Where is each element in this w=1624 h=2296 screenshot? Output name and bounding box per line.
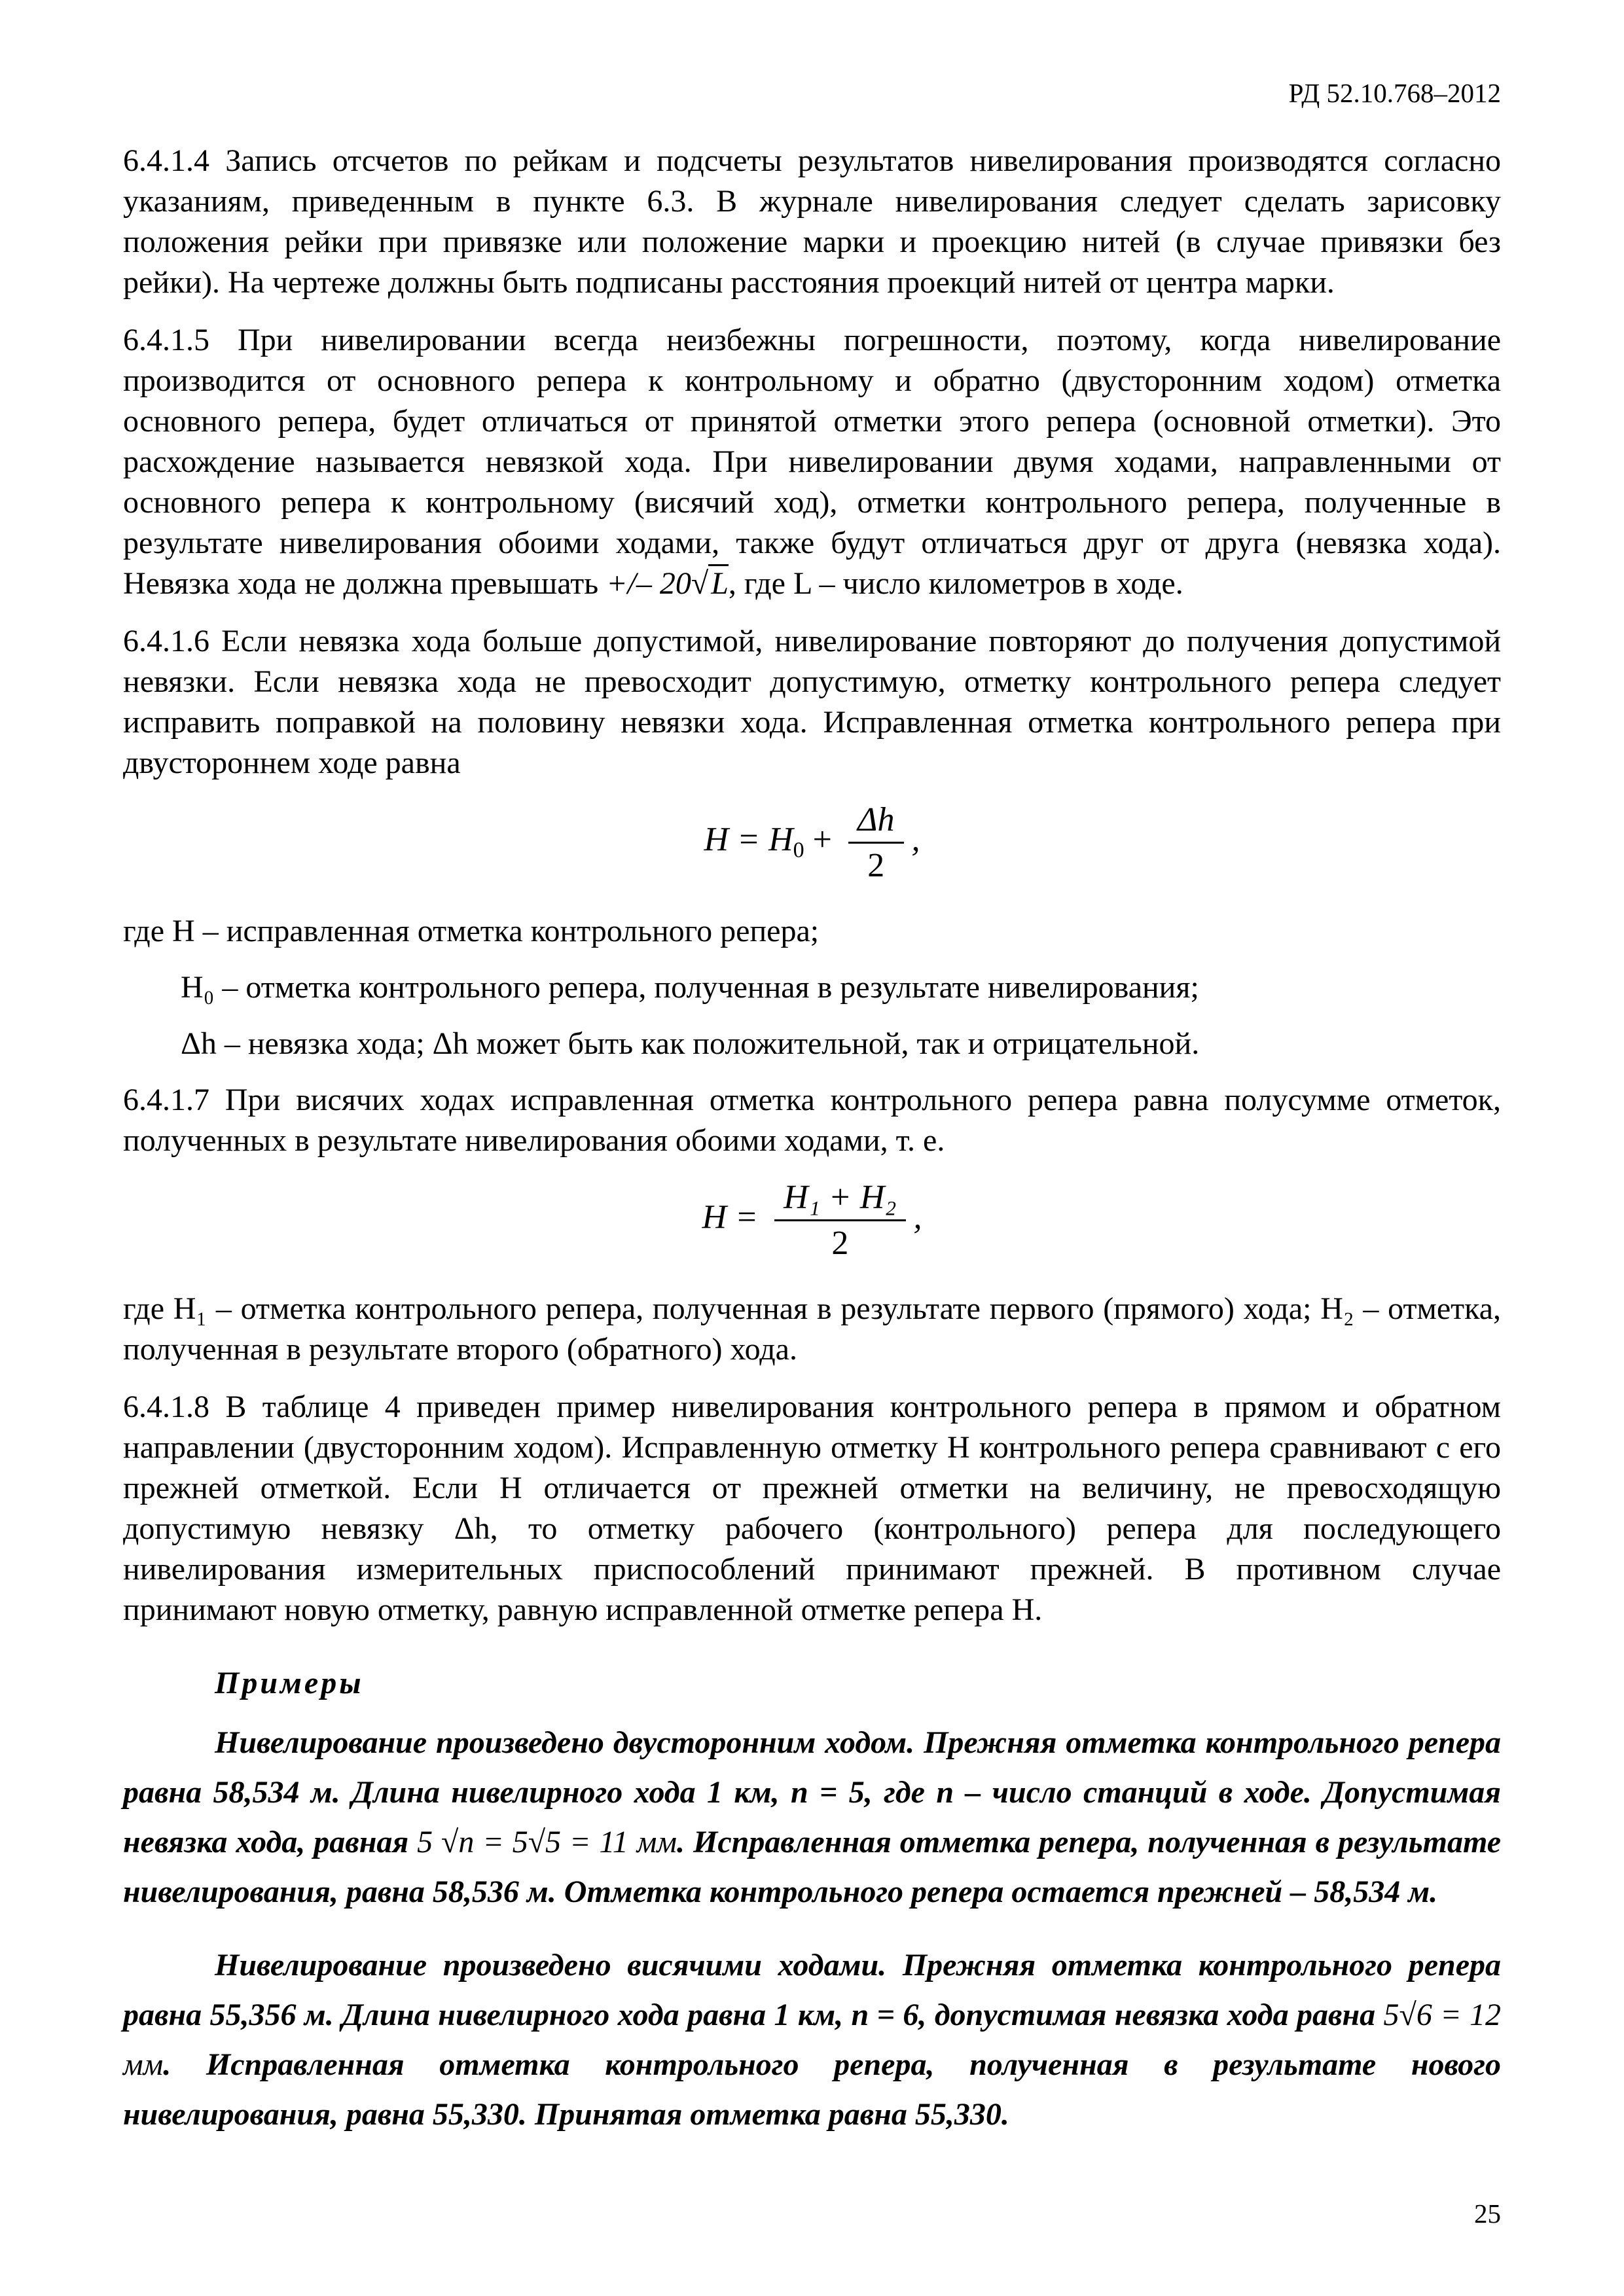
- formula1-plus: +: [812, 821, 832, 859]
- formula1-numerator: Δh: [848, 800, 904, 844]
- formula1-lhs: H = H: [704, 821, 793, 859]
- where-line-h0: Н₀ – отметка контрольного репера, полученная в результате нивелирования;: [181, 970, 1199, 1005]
- paragraph-6-4-1-6: 6.4.1.6 Если невязка хода больше допустимой, нивелирование повторяют до получения допустимой невязки. Если невязка хода не превосходит допустимую, отметку контрольного репера следует исправить поправкой на половину невязки хода. Исправленная отметка контрольного репера при двустороннем ходе равна: [123, 624, 1501, 780]
- tolerance-radicand: L: [708, 564, 729, 601]
- formula-corrected-mark: [123, 800, 1501, 885]
- where-line-h1-h2: где H₁ – отметка контрольного репера, полученная в результате первого (прямого) хода; H₂ – отметка, полученная в результате второго (обратного) хода.: [123, 1291, 1501, 1367]
- formula1-comma: ,: [911, 821, 920, 859]
- formula1-subscript: 0: [793, 838, 804, 863]
- formula2-comma: ,: [913, 1198, 922, 1236]
- paragraph-6-4-1-7: 6.4.1.7 При висячих ходах исправленная отметка контрольного репера равна полусумме отметок, полученных в результате нивелирования обоими ходами, т. е.: [123, 1083, 1501, 1158]
- tolerance-formula: [606, 564, 729, 601]
- formula2-denominator: 2: [831, 1225, 849, 1262]
- example-hanging-text: Нивелирование произведено висячими ходами. Прежняя отметка контрольного репера равна 55,356 м. Длина нивелирного хода равна 1 км, n = 6, допустимая невязка хода равна: [123, 1948, 1501, 2032]
- tolerance-coefficient: +/– 20: [606, 566, 691, 601]
- where-line-dh: Δh – невязка хода; Δh может быть как положительной, так и отрицательной.: [181, 1026, 1200, 1061]
- formula-half-sum: [123, 1178, 1501, 1263]
- paragraph-6-4-1-5: [123, 320, 1501, 604]
- paragraph-6-4-1-5-text: 6.4.1.5 При нивелировании всегда неизбежны погрешности, поэтому, когда нивелирование производится от основного репера к контрольному и обратно (двусторонним ходом) отметка основного репера, будет отличаться от принятой отметки этого репера (основной отметки). Это расхождение называется невязкой хода. При нивелировании двумя ходами, направленными от основного репера к контрольному (висячий ход), отметки контрольного репера, полученные в результате нивелирования обоими ходами, также будут отличаться друг от друга (невязка хода). Невязка хода не должна превышать: [123, 323, 1501, 601]
- paragraph-6-4-1-5-tail: , где L – число километров в ходе.: [728, 566, 1183, 601]
- example-two-way-text: Нивелирование произведено двусторонним ходом. Прежняя отметка контрольного репера равна 58,534 м. Длина нивелирного хода 1 км, n = 5, где n – число станций в ходе. Допустимая невязка хода, равная: [123, 1725, 1501, 1859]
- document-code: РД 52.10.768–2012: [1288, 78, 1501, 108]
- example-two-way-formula: 5 √n = 5√5 = 11 мм: [417, 1825, 677, 1859]
- paragraph-6-4-1-4: 6.4.1.4 Запись отсчетов по рейкам и подсчеты результатов нивелирования производятся согласно указаниям, приведенным в пункте 6.3. В журнале нивелирования следует сделать зарисовку положения рейки при привязке или положение марки и проекцию нитей (в случае привязки без рейки). На чертеже должны быть подписаны расстояния проекций нитей от центра марки.: [123, 143, 1501, 300]
- where-line-h: где Н – исправленная отметка контрольного репера;: [123, 914, 820, 948]
- page-body: [123, 141, 1501, 2163]
- example-hanging: [123, 1941, 1501, 2140]
- example-hanging-formula: 5√6 = 12 мм: [123, 1998, 1501, 2082]
- paragraph-6-4-1-8: 6.4.1.8 В таблице 4 приведен пример нивелирования контрольного репера в прямом и обратном направлении (двусторонним ходом). Исправленную отметку Н контрольного репера сравнивают с его прежней отметкой. Если Н отличается от прежней отметки на величину, не превосходящую допустимую невязку Δh, то отметку рабочего (контрольного) репера для последующего нивелирования измерительных приспособлений принимают прежней. В противном случае принимают новую отметку, равную исправленной отметке репера Н.: [123, 1390, 1501, 1627]
- page-number: 25: [1474, 2198, 1501, 2229]
- example-two-way-tail: . Исправленная отметка репера, полученная в результате нивелирования, равна 58,536 м. Отметка контрольного репера остается прежней – 58,534 м.: [123, 1825, 1502, 1909]
- examples-heading: Примеры: [215, 1666, 364, 1700]
- formula2-fraction: [774, 1178, 905, 1263]
- formula2-numerator: H₁ + H₂: [774, 1178, 905, 1221]
- example-two-way: [123, 1718, 1501, 1917]
- sqrt-sign: √: [691, 566, 709, 601]
- formula1-fraction: [848, 800, 904, 885]
- formula2-lhs: H =: [702, 1198, 759, 1236]
- example-hanging-tail: . Исправленная отметка контрольного репера, полученная в результате нового нивелирования, равна 55,330. Принятая отметка равна 55,330.: [123, 2047, 1501, 2132]
- formula1-denominator: 2: [867, 847, 885, 884]
